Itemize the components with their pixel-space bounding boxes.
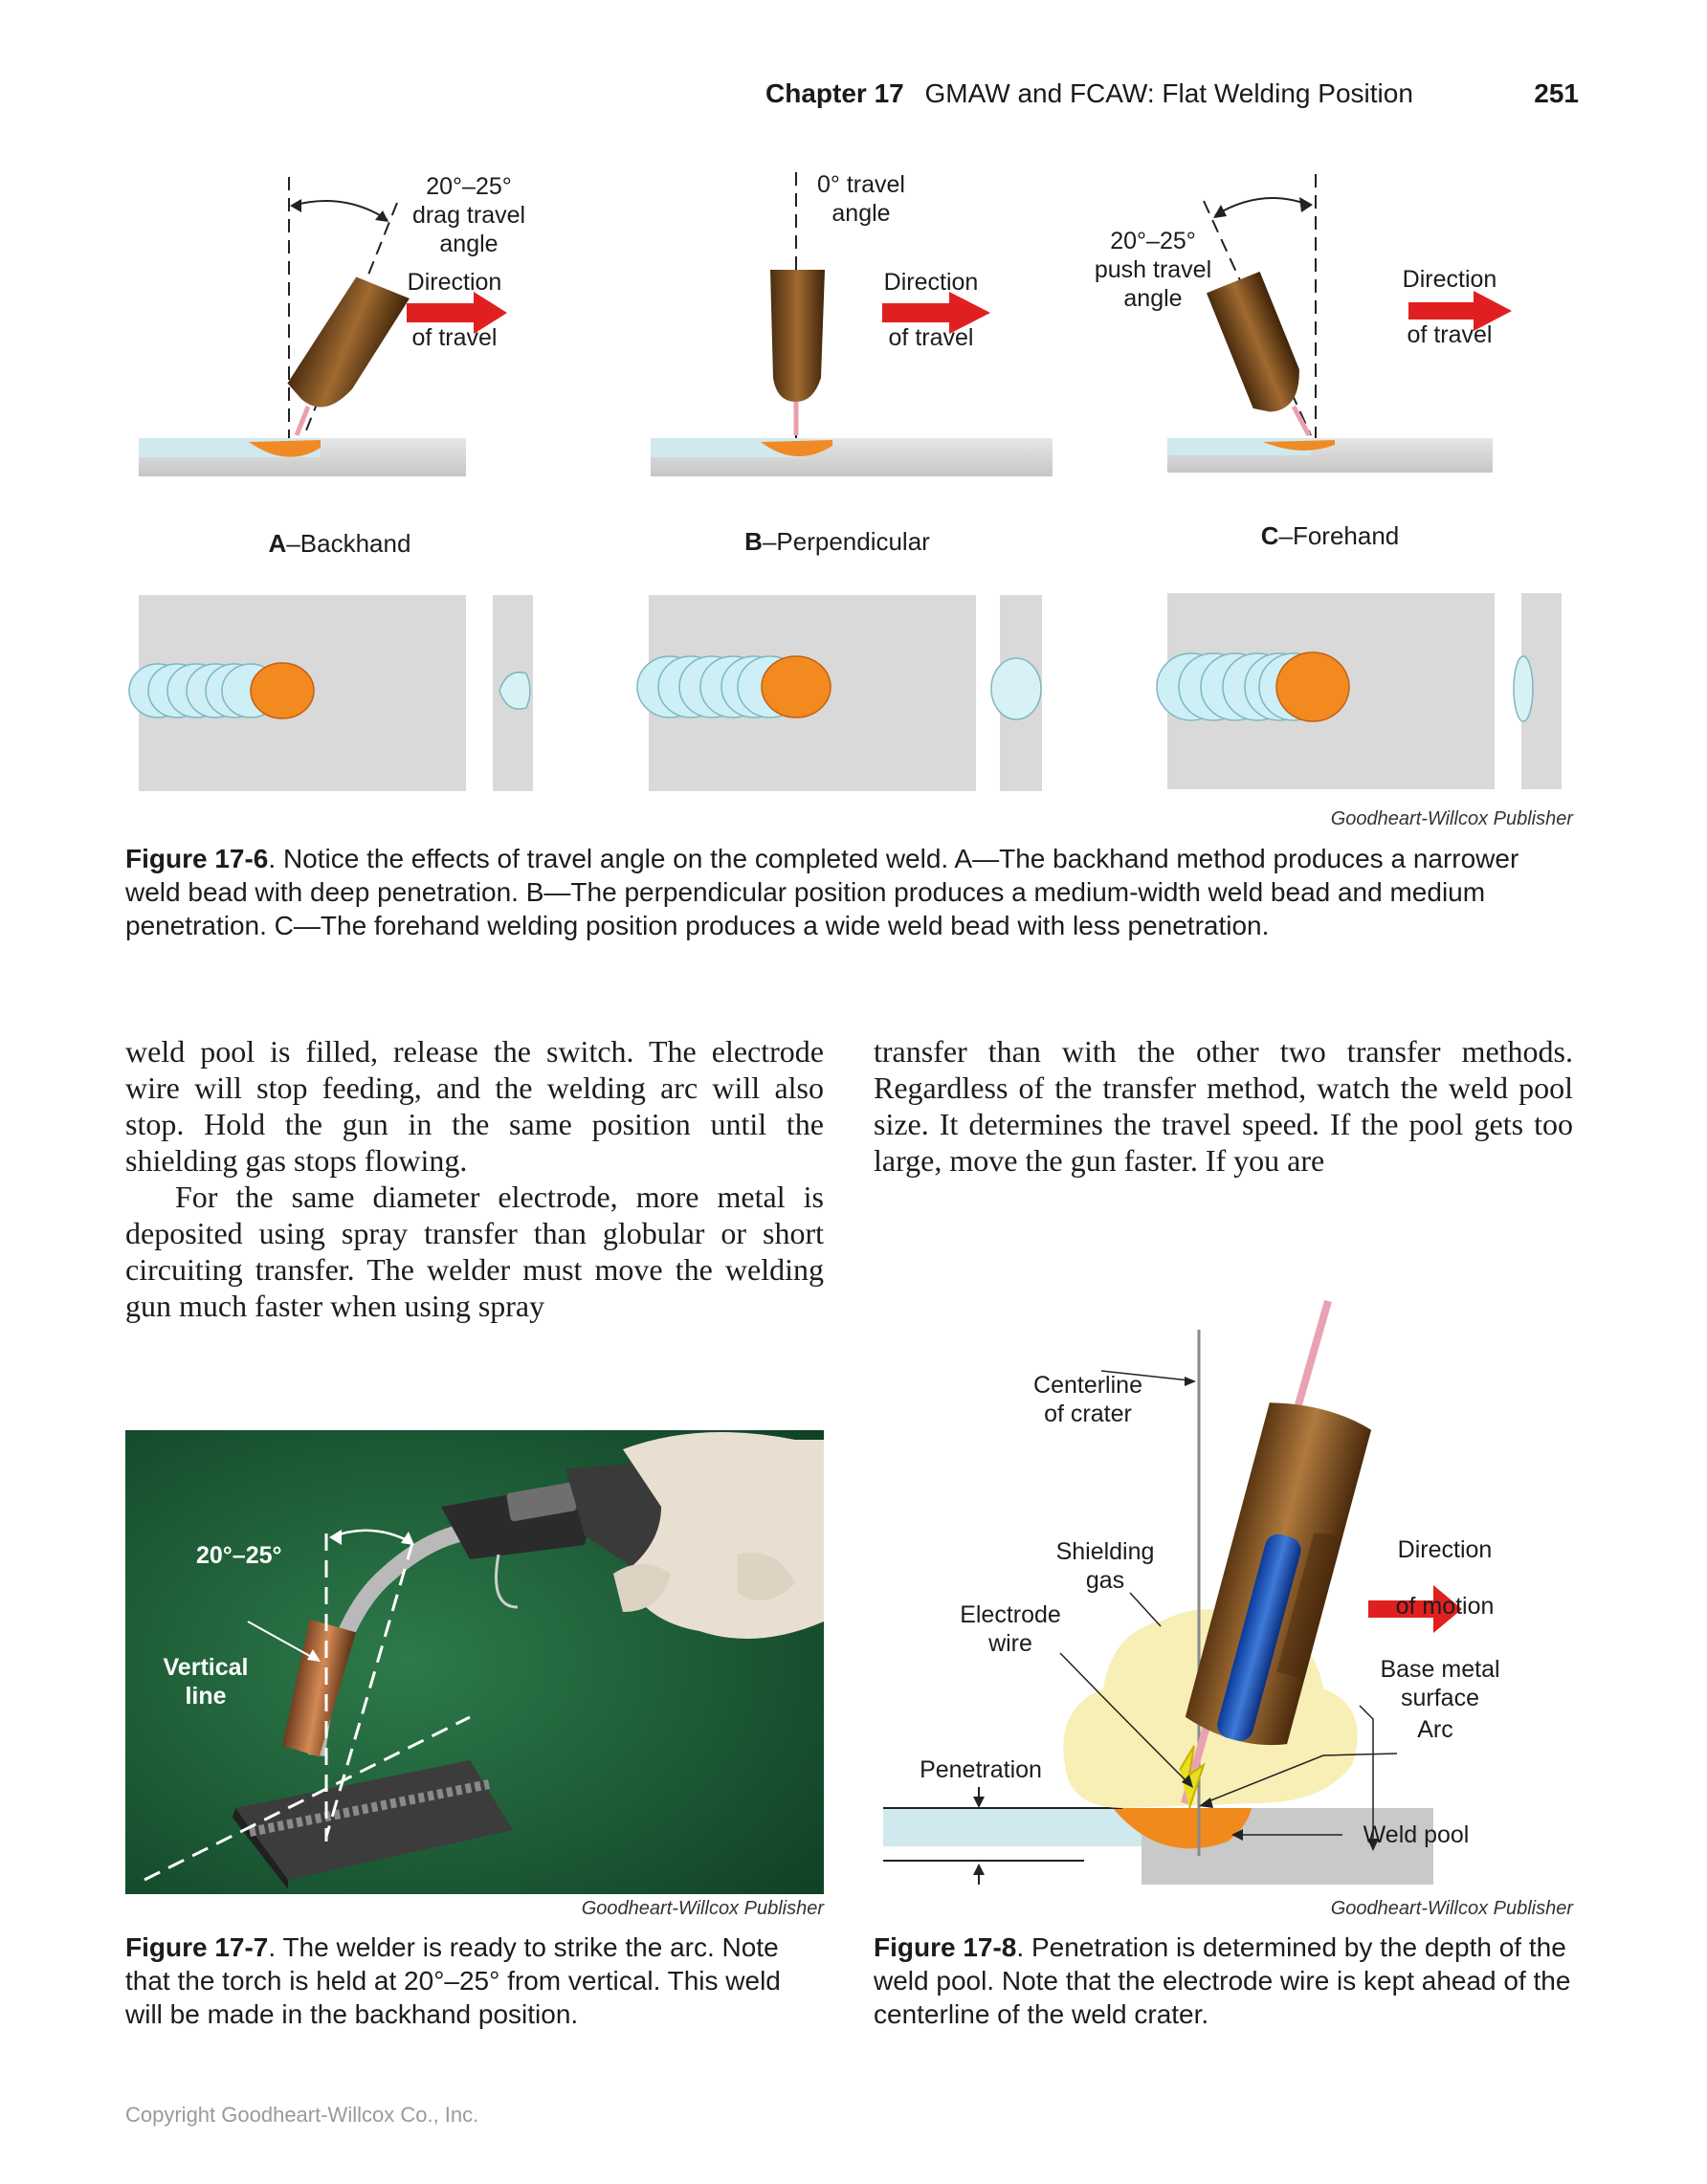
panel-c-angle-label: 20°–25° push travel angle <box>1094 228 1212 312</box>
panel-a-direction-top: Direction <box>407 269 502 296</box>
fig8-weld-pool-label: Weld pool <box>1363 1821 1470 1848</box>
body-left-paragraph-2: For the same diameter electrode, more metal is deposited using spray transfer than globular or short circuiting transfer. The welder must move the welding gun much faster when using spray <box>125 1180 824 1323</box>
figure-17-6-illustration <box>0 0 1707 823</box>
body-right-paragraph-1: transfer than with the other two transfer methods. Regardless of the transfer method, watch the weld pool size. It determines the travel speed. If the pool gets too large, move the gun faster. If you are <box>874 1034 1573 1178</box>
fig8-direction-top: Direction <box>1397 1536 1493 1563</box>
fig8-direction-bottom: of motion <box>1395 1593 1495 1620</box>
panel-c-direction-bottom: of travel <box>1407 321 1493 348</box>
figure-17-6-caption: Figure 17-6. Notice the effects of travel angle on the completed weld. A—The backhand method produces a narrower weld bead with deep penetration. B—The perpendicular position produces a medium-width weld bead and medium penetration. C—The forehand welding position produces a wide weld bead with less penetration. <box>125 844 1519 940</box>
fig7-angle-label: 20°–25° <box>196 1542 282 1569</box>
fig8-shielding-gas-label: Shielding gas <box>1055 1538 1155 1594</box>
panel-b-bead-top-view <box>637 595 1042 791</box>
fig7-vertical-line-label: Vertical line <box>163 1654 249 1710</box>
figure-17-7-caption: Figure 17-7. The welder is ready to strike the arc. Note that the torch is held at 20°–25° from vertical. This weld will be made in the backhand position. <box>125 1932 781 2029</box>
panel-b-direction-bottom: of travel <box>888 324 974 351</box>
body-left-paragraph-1: weld pool is filled, release the switch. The electrode wire will stop feeding, and the welding arc will also stop. Hold the gun in the same position until the shielding gas stops flowing. <box>125 1034 824 1178</box>
chapter-label: Chapter 17 <box>765 78 904 108</box>
panel-c-bead-top-view <box>1157 593 1562 789</box>
fig8-centerline-label: Centerline of crater <box>1033 1372 1142 1427</box>
panel-a-bead-top-view <box>129 595 533 791</box>
figure-17-8-credit: Goodheart-Willcox Publisher <box>1330 1898 1573 1919</box>
panel-b-title: B–Perpendicular <box>744 527 930 556</box>
chapter-title: GMAW and FCAW: Flat Welding Position <box>924 78 1413 108</box>
figure-17-6-credit: Goodheart-Willcox Publisher <box>1330 808 1573 829</box>
fig8-base-metal-label: Base metal surface <box>1380 1656 1500 1711</box>
body-right-column <box>874 1033 1573 1179</box>
panel-a-title: A–Backhand <box>268 529 411 558</box>
panel-a-direction-bottom: of travel <box>411 324 498 351</box>
fig8-electrode-wire-label: Electrode wire <box>960 1601 1061 1657</box>
panel-b-angle-label: 0° travel angle <box>817 171 905 227</box>
panel-b-direction-top: Direction <box>883 269 979 296</box>
copyright-footer: Copyright Goodheart-Willcox Co., Inc. <box>125 2103 479 2127</box>
figure-17-8-caption: Figure 17-8. Penetration is determined by the depth of the weld pool. Note that the electrode wire is kept ahead of the centerline of the weld crater. <box>874 1932 1571 2029</box>
panel-c-direction-top: Direction <box>1402 266 1497 293</box>
fig8-penetration-label: Penetration <box>920 1756 1042 1783</box>
page-number: 251 <box>1534 78 1579 108</box>
figure-17-7-credit: Goodheart-Willcox Publisher <box>581 1898 824 1919</box>
fig8-arc-label: Arc <box>1417 1716 1453 1743</box>
body-left-column <box>125 1033 824 1324</box>
panel-c-title: C–Forehand <box>1260 521 1400 550</box>
panel-a-angle-label: 20°–25° drag travel angle <box>411 173 526 257</box>
